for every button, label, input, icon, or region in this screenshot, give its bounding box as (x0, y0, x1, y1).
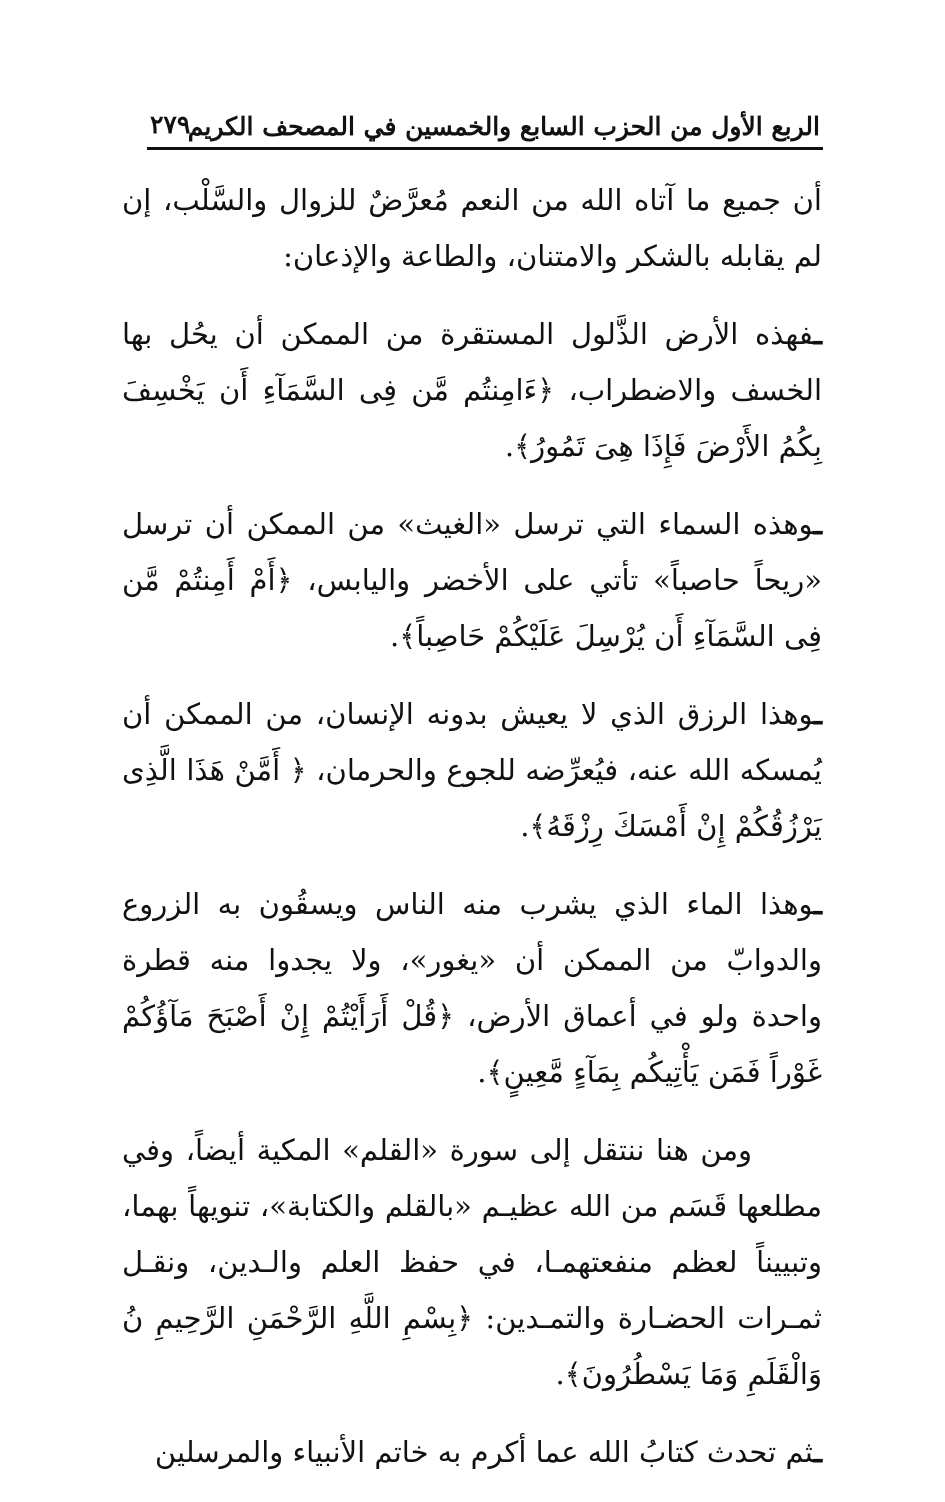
paragraph (122, 496, 822, 664)
paragraph-dash: ـ (813, 317, 822, 351)
paragraph (122, 1424, 822, 1480)
paragraph (122, 172, 822, 284)
paragraph-dash: ـ (813, 1435, 822, 1469)
paragraph-text: وهذا الرزق الذي لا يعيش بدونه الإنسان، من الممكن أن يُمسكه الله عنه، فيُعرِّضه للجوع والحرمان، ﴿ أَمَّنْ هَذَا الَّذِى يَرْزُقُكُمْ إِنْ أَمْسَكَ رِزْقَهُ﴾. (122, 697, 822, 843)
paragraph (122, 686, 822, 854)
paragraph-text: أن جميع ما آتاه الله من النعم مُعرَّضٌ للزوال والسَّلْب، إن لم يقابله بالشكر والامتنان، والطاعة والإذعان: (122, 183, 822, 273)
paragraph-text: ومن هنا ننتقل إلى سورة «القلم» المكية أيضاً، وفي مطلعها قَسَم من الله عظيـم «بالقلم والكتابة»، تنويهاً بهما، وتبييناً لعظم منفعتهمـا، في حفظ العلم والـدين، ونقـل ثمـرات الحضـارة والتمـدين: ﴿بِسْمِ اللَّهِ الرَّحْمَنِ الرَّحِيمِ نُ وَالْقَلَمِ وَمَا يَسْطُرُونَ﴾. (122, 1133, 822, 1391)
paragraph-dash: ـ (813, 887, 822, 921)
paragraph-dash: ـ (813, 507, 822, 541)
paragraph-text: وهذا الماء الذي يشرب منه الناس ويسقُون به الزروع والدوابّ من الممكن أن «يغور»، ولا يجدوا منه قطرة واحدة ولو في أعماق الأرض، ﴿قُلْ أَرَأَيْتُمْ إِنْ أَصْبَحَ مَآؤُكُمْ غَوْراً فَمَن يَأْتِيكُم بِمَآءٍ مَّعِينٍ﴾. (122, 887, 822, 1089)
paragraph-text: فهذه الأرض الذَّلول المستقرة من الممكن أن يحُل بها الخسف والاضطراب، ﴿ءَامِنتُم مَّن فِى السَّمَآءِ أَن يَخْسِفَ بِكُمُ الأَرْضَ فَإِذَا هِىَ تَمُورُ﴾. (122, 317, 822, 463)
body-text (122, 172, 822, 1502)
paragraph (122, 306, 822, 474)
header-rule (147, 147, 823, 150)
paragraph-text: وهذه السماء التي ترسل «الغيث» من الممكن أن ترسل «ريحاً حاصباً» تأتي على الأخضر واليابس، ﴿أَمْ أَمِنتُمْ مَّن فِى السَّمَآءِ أَن يُرْسِلَ عَلَيْكُمْ حَاصِباً﴾. (122, 507, 822, 653)
page-header (150, 104, 820, 144)
paragraph (122, 876, 822, 1100)
paragraph-dash: ـ (813, 697, 822, 731)
page-number: ٢٧٩ (150, 110, 191, 139)
paragraph (122, 1122, 822, 1402)
running-title: الربع الأول من الحزب السابع والخمسين في المصحف الكريم (187, 112, 820, 141)
paragraph-text: ثم تحدث كتابُ الله عما أكرم به خاتم الأنبياء والمرسلين (154, 1435, 814, 1469)
